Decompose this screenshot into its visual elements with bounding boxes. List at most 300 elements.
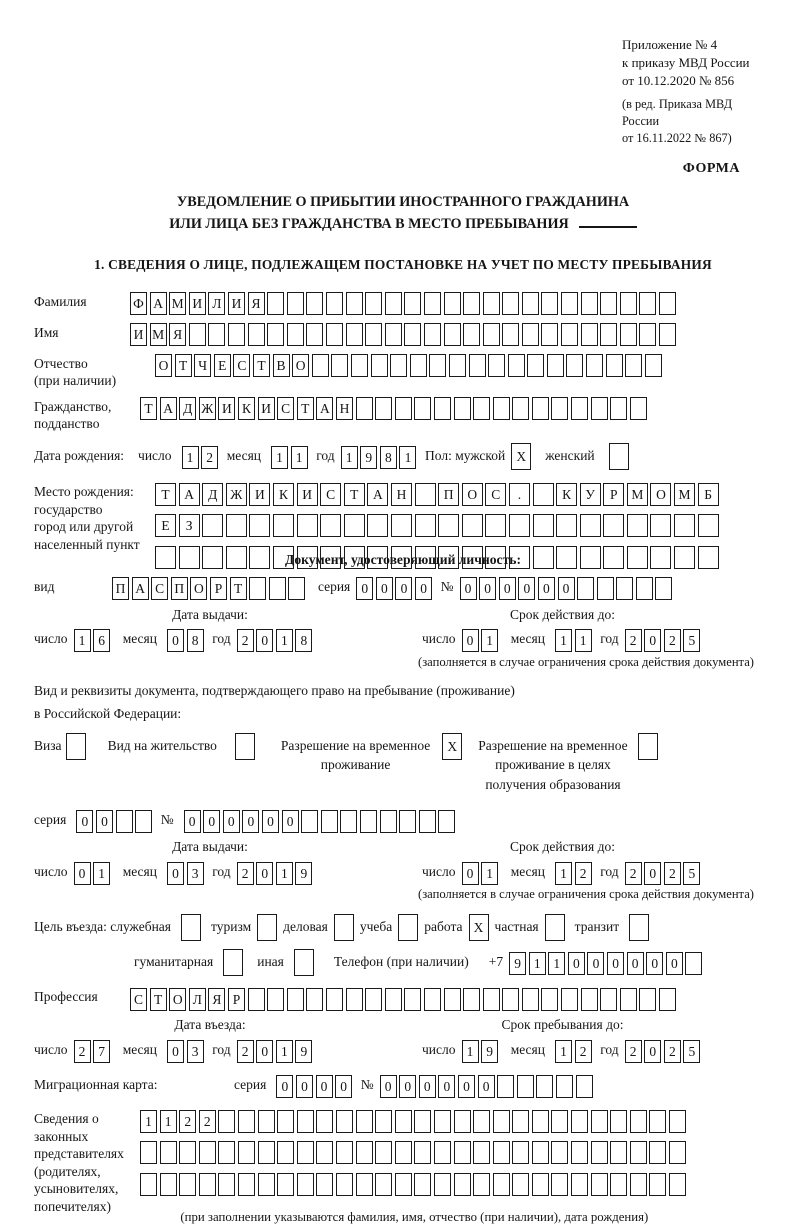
- char-cell[interactable]: [463, 323, 480, 346]
- char-cell[interactable]: [454, 1141, 471, 1164]
- char-cell[interactable]: [522, 988, 539, 1011]
- char-cell[interactable]: 0: [518, 577, 535, 600]
- char-cell[interactable]: М: [627, 483, 648, 506]
- char-cell[interactable]: [346, 323, 363, 346]
- char-cell[interactable]: [571, 1110, 588, 1133]
- char-cell[interactable]: [429, 354, 446, 377]
- char-cell[interactable]: 0: [646, 952, 663, 975]
- char-cell[interactable]: 1: [74, 629, 91, 652]
- char-cell[interactable]: 2: [237, 629, 254, 652]
- char-cell[interactable]: С: [233, 354, 250, 377]
- char-cell[interactable]: [659, 292, 676, 315]
- char-cell[interactable]: 8: [380, 446, 397, 469]
- char-cell[interactable]: И: [228, 292, 245, 315]
- char-cell[interactable]: [620, 323, 637, 346]
- char-cell[interactable]: [238, 1110, 255, 1133]
- char-cell[interactable]: [600, 988, 617, 1011]
- char-cell[interactable]: 0: [316, 1075, 333, 1098]
- char-cell[interactable]: [344, 514, 365, 537]
- char-cell[interactable]: [630, 1110, 647, 1133]
- char-cell[interactable]: 1: [276, 862, 293, 885]
- char-cell[interactable]: [297, 1173, 314, 1196]
- char-cell[interactable]: 9: [295, 1040, 312, 1063]
- char-cell[interactable]: [404, 292, 421, 315]
- char-cell[interactable]: [630, 1173, 647, 1196]
- char-cell[interactable]: [316, 1110, 333, 1133]
- char-cell[interactable]: М: [674, 483, 695, 506]
- char-cell[interactable]: [356, 1141, 373, 1164]
- char-cell[interactable]: [556, 514, 577, 537]
- char-cell[interactable]: [398, 914, 418, 941]
- char-cell[interactable]: О: [650, 483, 671, 506]
- char-cell[interactable]: [473, 1173, 490, 1196]
- char-cell[interactable]: [610, 1141, 627, 1164]
- char-cell[interactable]: 0: [282, 810, 299, 833]
- char-cell[interactable]: [685, 952, 702, 975]
- char-cell[interactable]: [297, 514, 318, 537]
- char-cell[interactable]: [390, 354, 407, 377]
- char-cell[interactable]: [375, 1173, 392, 1196]
- char-cell[interactable]: [297, 1141, 314, 1164]
- char-cell[interactable]: 0: [644, 629, 661, 652]
- char-cell[interactable]: [223, 949, 243, 976]
- char-cell[interactable]: С: [130, 988, 147, 1011]
- char-cell[interactable]: [277, 1141, 294, 1164]
- char-cell[interactable]: [189, 323, 206, 346]
- char-cell[interactable]: [218, 1110, 235, 1133]
- char-cell[interactable]: 9: [360, 446, 377, 469]
- char-cell[interactable]: 9: [481, 1040, 498, 1063]
- char-cell[interactable]: [336, 1173, 353, 1196]
- char-cell[interactable]: 9: [295, 862, 312, 885]
- char-cell[interactable]: [462, 514, 483, 537]
- char-cell[interactable]: [610, 1173, 627, 1196]
- char-cell[interactable]: Е: [214, 354, 231, 377]
- char-cell[interactable]: [414, 1110, 431, 1133]
- char-cell[interactable]: [629, 914, 649, 941]
- char-cell[interactable]: [365, 323, 382, 346]
- char-cell[interactable]: [316, 1173, 333, 1196]
- char-cell[interactable]: [375, 1141, 392, 1164]
- char-cell[interactable]: [404, 988, 421, 1011]
- char-cell[interactable]: [556, 1075, 573, 1098]
- char-cell[interactable]: 0: [167, 1040, 184, 1063]
- char-cell[interactable]: Ф: [130, 292, 147, 315]
- char-cell[interactable]: [580, 546, 601, 569]
- char-cell[interactable]: 2: [575, 1040, 592, 1063]
- char-cell[interactable]: 0: [167, 629, 184, 652]
- char-cell[interactable]: [326, 988, 343, 1011]
- char-cell[interactable]: [591, 1141, 608, 1164]
- char-cell[interactable]: [202, 546, 223, 569]
- char-cell[interactable]: 0: [462, 629, 479, 652]
- char-cell[interactable]: [674, 546, 695, 569]
- char-cell[interactable]: [556, 546, 577, 569]
- char-cell[interactable]: [610, 1110, 627, 1133]
- char-cell[interactable]: 0: [458, 1075, 475, 1098]
- char-cell[interactable]: [502, 988, 519, 1011]
- char-cell[interactable]: [249, 577, 266, 600]
- char-cell[interactable]: [483, 292, 500, 315]
- char-cell[interactable]: [415, 514, 436, 537]
- char-cell[interactable]: 1: [481, 862, 498, 885]
- char-cell[interactable]: 0: [223, 810, 240, 833]
- char-cell[interactable]: [591, 397, 608, 420]
- char-cell[interactable]: [140, 1173, 157, 1196]
- char-cell[interactable]: З: [179, 514, 200, 537]
- char-cell[interactable]: 2: [237, 1040, 254, 1063]
- char-cell[interactable]: 8: [187, 629, 204, 652]
- char-cell[interactable]: П: [438, 483, 459, 506]
- char-cell[interactable]: [336, 1110, 353, 1133]
- char-cell[interactable]: [306, 323, 323, 346]
- char-cell[interactable]: [395, 1141, 412, 1164]
- char-cell[interactable]: 3: [187, 862, 204, 885]
- char-cell[interactable]: [287, 292, 304, 315]
- char-cell[interactable]: 2: [179, 1110, 196, 1133]
- char-cell[interactable]: 2: [201, 446, 218, 469]
- char-cell[interactable]: [228, 323, 245, 346]
- char-cell[interactable]: [385, 292, 402, 315]
- char-cell[interactable]: 1: [555, 629, 572, 652]
- char-cell[interactable]: И: [297, 483, 318, 506]
- char-cell[interactable]: 1: [481, 629, 498, 652]
- char-cell[interactable]: Д: [179, 397, 196, 420]
- char-cell[interactable]: [375, 397, 392, 420]
- char-cell[interactable]: 7: [93, 1040, 110, 1063]
- char-cell[interactable]: [258, 1110, 275, 1133]
- char-cell[interactable]: [226, 546, 247, 569]
- char-cell[interactable]: [66, 733, 86, 760]
- char-cell[interactable]: С: [151, 577, 168, 600]
- char-cell[interactable]: 0: [276, 1075, 293, 1098]
- char-cell[interactable]: [580, 514, 601, 537]
- char-cell[interactable]: [385, 988, 402, 1011]
- char-cell[interactable]: 0: [256, 862, 273, 885]
- char-cell[interactable]: [179, 1141, 196, 1164]
- char-cell[interactable]: О: [292, 354, 309, 377]
- char-cell[interactable]: [609, 443, 629, 470]
- char-cell[interactable]: [238, 1141, 255, 1164]
- char-cell[interactable]: Н: [336, 397, 353, 420]
- char-cell[interactable]: [258, 1173, 275, 1196]
- char-cell[interactable]: [502, 323, 519, 346]
- char-cell[interactable]: 0: [296, 1075, 313, 1098]
- char-cell[interactable]: [218, 1173, 235, 1196]
- char-cell[interactable]: Т: [297, 397, 314, 420]
- char-cell[interactable]: М: [169, 292, 186, 315]
- char-cell[interactable]: [226, 514, 247, 537]
- char-cell[interactable]: 0: [203, 810, 220, 833]
- char-cell[interactable]: [581, 323, 598, 346]
- char-cell[interactable]: 5: [683, 629, 700, 652]
- char-cell[interactable]: [316, 1141, 333, 1164]
- char-cell[interactable]: 2: [575, 862, 592, 885]
- char-cell[interactable]: 0: [627, 952, 644, 975]
- char-cell[interactable]: С: [485, 483, 506, 506]
- char-cell[interactable]: [331, 354, 348, 377]
- char-cell[interactable]: 1: [182, 446, 199, 469]
- char-cell[interactable]: 1: [548, 952, 565, 975]
- char-cell[interactable]: [620, 292, 637, 315]
- char-cell[interactable]: [533, 483, 554, 506]
- char-cell[interactable]: [473, 1141, 490, 1164]
- char-cell[interactable]: У: [580, 483, 601, 506]
- char-cell[interactable]: [410, 354, 427, 377]
- char-cell[interactable]: Ж: [199, 397, 216, 420]
- char-cell[interactable]: Л: [208, 292, 225, 315]
- char-cell[interactable]: [414, 1141, 431, 1164]
- char-cell[interactable]: [493, 397, 510, 420]
- char-cell[interactable]: [424, 988, 441, 1011]
- char-cell[interactable]: А: [179, 483, 200, 506]
- char-cell[interactable]: [238, 1173, 255, 1196]
- char-cell[interactable]: Т: [140, 397, 157, 420]
- char-cell[interactable]: X: [469, 914, 489, 941]
- char-cell[interactable]: [586, 354, 603, 377]
- char-cell[interactable]: 0: [479, 577, 496, 600]
- char-cell[interactable]: [532, 1110, 549, 1133]
- char-cell[interactable]: [561, 988, 578, 1011]
- char-cell[interactable]: [287, 988, 304, 1011]
- char-cell[interactable]: Т: [150, 988, 167, 1011]
- char-cell[interactable]: [600, 323, 617, 346]
- char-cell[interactable]: [257, 914, 277, 941]
- char-cell[interactable]: 9: [509, 952, 526, 975]
- char-cell[interactable]: Е: [155, 514, 176, 537]
- char-cell[interactable]: [135, 810, 152, 833]
- char-cell[interactable]: [454, 1110, 471, 1133]
- char-cell[interactable]: .: [509, 483, 530, 506]
- char-cell[interactable]: [395, 397, 412, 420]
- char-cell[interactable]: 1: [555, 862, 572, 885]
- char-cell[interactable]: [385, 323, 402, 346]
- char-cell[interactable]: 1: [575, 629, 592, 652]
- char-cell[interactable]: [561, 292, 578, 315]
- char-cell[interactable]: [181, 914, 201, 941]
- char-cell[interactable]: [326, 323, 343, 346]
- char-cell[interactable]: 0: [644, 1040, 661, 1063]
- char-cell[interactable]: 1: [529, 952, 546, 975]
- char-cell[interactable]: 0: [256, 629, 273, 652]
- char-cell[interactable]: [497, 1075, 514, 1098]
- char-cell[interactable]: Д: [202, 483, 223, 506]
- char-cell[interactable]: 1: [276, 629, 293, 652]
- char-cell[interactable]: [365, 292, 382, 315]
- char-cell[interactable]: [655, 577, 672, 600]
- char-cell[interactable]: 2: [74, 1040, 91, 1063]
- char-cell[interactable]: [346, 988, 363, 1011]
- char-cell[interactable]: 0: [335, 1075, 352, 1098]
- char-cell[interactable]: [650, 514, 671, 537]
- char-cell[interactable]: [404, 323, 421, 346]
- char-cell[interactable]: [527, 354, 544, 377]
- char-cell[interactable]: X: [442, 733, 462, 760]
- char-cell[interactable]: П: [171, 577, 188, 600]
- char-cell[interactable]: 1: [140, 1110, 157, 1133]
- char-cell[interactable]: [551, 1173, 568, 1196]
- char-cell[interactable]: [356, 397, 373, 420]
- char-cell[interactable]: [508, 354, 525, 377]
- char-cell[interactable]: Ч: [194, 354, 211, 377]
- char-cell[interactable]: [551, 1141, 568, 1164]
- char-cell[interactable]: [351, 354, 368, 377]
- char-cell[interactable]: [532, 397, 549, 420]
- char-cell[interactable]: 0: [76, 810, 93, 833]
- char-cell[interactable]: 2: [199, 1110, 216, 1133]
- char-cell[interactable]: 0: [438, 1075, 455, 1098]
- char-cell[interactable]: 0: [462, 862, 479, 885]
- char-cell[interactable]: 1: [291, 446, 308, 469]
- char-cell[interactable]: [306, 988, 323, 1011]
- char-cell[interactable]: [533, 514, 554, 537]
- char-cell[interactable]: [512, 1110, 529, 1133]
- char-cell[interactable]: О: [155, 354, 172, 377]
- char-cell[interactable]: [551, 397, 568, 420]
- char-cell[interactable]: 0: [587, 952, 604, 975]
- char-cell[interactable]: [248, 988, 265, 1011]
- char-cell[interactable]: [375, 1110, 392, 1133]
- char-cell[interactable]: С: [277, 397, 294, 420]
- char-cell[interactable]: 1: [160, 1110, 177, 1133]
- char-cell[interactable]: 0: [419, 1075, 436, 1098]
- char-cell[interactable]: 0: [380, 1075, 397, 1098]
- char-cell[interactable]: Я: [248, 292, 265, 315]
- char-cell[interactable]: 3: [187, 1040, 204, 1063]
- char-cell[interactable]: П: [112, 577, 129, 600]
- char-cell[interactable]: [616, 577, 633, 600]
- char-cell[interactable]: [463, 292, 480, 315]
- char-cell[interactable]: [235, 733, 255, 760]
- char-cell[interactable]: [669, 1141, 686, 1164]
- char-cell[interactable]: 2: [625, 862, 642, 885]
- char-cell[interactable]: 0: [460, 577, 477, 600]
- char-cell[interactable]: 1: [399, 446, 416, 469]
- char-cell[interactable]: [483, 323, 500, 346]
- char-cell[interactable]: 1: [555, 1040, 572, 1063]
- char-cell[interactable]: 0: [607, 952, 624, 975]
- char-cell[interactable]: 0: [184, 810, 201, 833]
- char-cell[interactable]: Р: [228, 988, 245, 1011]
- char-cell[interactable]: [179, 546, 200, 569]
- char-cell[interactable]: [532, 1141, 549, 1164]
- char-cell[interactable]: [581, 988, 598, 1011]
- char-cell[interactable]: [541, 292, 558, 315]
- char-cell[interactable]: [469, 354, 486, 377]
- char-cell[interactable]: [541, 323, 558, 346]
- char-cell[interactable]: [424, 323, 441, 346]
- char-cell[interactable]: 1: [341, 446, 358, 469]
- char-cell[interactable]: [639, 292, 656, 315]
- char-cell[interactable]: А: [316, 397, 333, 420]
- char-cell[interactable]: 0: [96, 810, 113, 833]
- char-cell[interactable]: [625, 354, 642, 377]
- char-cell[interactable]: [273, 514, 294, 537]
- char-cell[interactable]: 0: [376, 577, 393, 600]
- char-cell[interactable]: [674, 514, 695, 537]
- char-cell[interactable]: [438, 810, 455, 833]
- char-cell[interactable]: [566, 354, 583, 377]
- char-cell[interactable]: Я: [169, 323, 186, 346]
- char-cell[interactable]: [288, 577, 305, 600]
- char-cell[interactable]: [454, 1173, 471, 1196]
- char-cell[interactable]: 6: [93, 629, 110, 652]
- char-cell[interactable]: 1: [271, 446, 288, 469]
- char-cell[interactable]: [438, 514, 459, 537]
- char-cell[interactable]: [698, 514, 719, 537]
- char-cell[interactable]: [522, 292, 539, 315]
- char-cell[interactable]: [606, 354, 623, 377]
- char-cell[interactable]: О: [169, 988, 186, 1011]
- char-cell[interactable]: [463, 988, 480, 1011]
- char-cell[interactable]: [367, 514, 388, 537]
- char-cell[interactable]: [365, 988, 382, 1011]
- char-cell[interactable]: К: [238, 397, 255, 420]
- char-cell[interactable]: [444, 292, 461, 315]
- char-cell[interactable]: [395, 1110, 412, 1133]
- char-cell[interactable]: [202, 514, 223, 537]
- char-cell[interactable]: [155, 546, 176, 569]
- char-cell[interactable]: [547, 354, 564, 377]
- char-cell[interactable]: 0: [399, 1075, 416, 1098]
- char-cell[interactable]: 1: [462, 1040, 479, 1063]
- char-cell[interactable]: [517, 1075, 534, 1098]
- char-cell[interactable]: [434, 397, 451, 420]
- char-cell[interactable]: 5: [683, 862, 700, 885]
- char-cell[interactable]: 0: [644, 862, 661, 885]
- char-cell[interactable]: [218, 1141, 235, 1164]
- char-cell[interactable]: Т: [344, 483, 365, 506]
- char-cell[interactable]: [630, 397, 647, 420]
- char-cell[interactable]: [610, 397, 627, 420]
- char-cell[interactable]: Ж: [226, 483, 247, 506]
- char-cell[interactable]: 0: [242, 810, 259, 833]
- char-cell[interactable]: [485, 514, 506, 537]
- char-cell[interactable]: [591, 1173, 608, 1196]
- char-cell[interactable]: [638, 733, 658, 760]
- char-cell[interactable]: [603, 514, 624, 537]
- char-cell[interactable]: 0: [74, 862, 91, 885]
- char-cell[interactable]: [649, 1110, 666, 1133]
- char-cell[interactable]: [576, 1075, 593, 1098]
- char-cell[interactable]: М: [150, 323, 167, 346]
- char-cell[interactable]: [258, 1141, 275, 1164]
- char-cell[interactable]: [321, 810, 338, 833]
- char-cell[interactable]: [414, 397, 431, 420]
- char-cell[interactable]: [320, 514, 341, 537]
- char-cell[interactable]: Р: [210, 577, 227, 600]
- char-cell[interactable]: [277, 1110, 294, 1133]
- char-cell[interactable]: 1: [93, 862, 110, 885]
- char-cell[interactable]: [627, 546, 648, 569]
- char-cell[interactable]: [444, 323, 461, 346]
- char-cell[interactable]: 0: [478, 1075, 495, 1098]
- char-cell[interactable]: [600, 292, 617, 315]
- char-cell[interactable]: [650, 546, 671, 569]
- char-cell[interactable]: [493, 1110, 510, 1133]
- char-cell[interactable]: [639, 988, 656, 1011]
- char-cell[interactable]: [287, 323, 304, 346]
- char-cell[interactable]: [297, 1110, 314, 1133]
- char-cell[interactable]: [294, 949, 314, 976]
- char-cell[interactable]: [639, 323, 656, 346]
- char-cell[interactable]: [415, 483, 436, 506]
- char-cell[interactable]: [512, 1173, 529, 1196]
- char-cell[interactable]: И: [249, 483, 270, 506]
- char-cell[interactable]: [249, 514, 270, 537]
- char-cell[interactable]: 8: [295, 629, 312, 652]
- char-cell[interactable]: [208, 323, 225, 346]
